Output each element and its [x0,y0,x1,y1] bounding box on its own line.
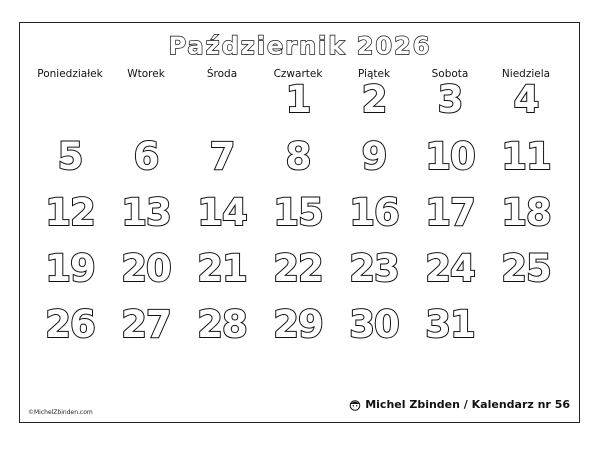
day-cell: 27 [121,303,171,346]
day-cell: 14 [197,191,247,234]
weekday-label: Środa [206,68,238,80]
day-cell: 24 [425,247,475,290]
day-cell: 31 [425,303,475,346]
day-cell: 18 [501,191,551,234]
day-cell: 5 [57,135,83,178]
weekday-label: Czwartek [273,68,323,80]
author-credit [349,398,570,411]
day-cell: 1 [285,78,311,121]
day-cell: 15 [273,191,323,234]
day-cell: 22 [273,247,323,290]
day-cell: 12 [45,191,95,234]
day-cell: 29 [273,303,323,346]
weekday-label: Piątek [357,68,391,80]
weekday-label: Poniedziałek [37,68,103,80]
author-credit-text: Michel Zbinden / Kalendarz nr 56 [365,398,570,411]
day-cell: 11 [501,135,551,178]
website-credit: ©MichelZbinden.com [28,409,93,416]
day-cell: 30 [349,303,399,346]
day-cell: 17 [425,191,475,234]
day-cell: 6 [133,135,159,178]
calendar-title: Październik 2026 [168,32,432,60]
day-cell: 7 [209,135,235,178]
day-cell: 20 [121,247,171,290]
weekday-label: Sobota [431,68,469,80]
day-cell: 9 [361,135,387,178]
day-cell: 28 [197,303,247,346]
day-cell: 4 [513,78,539,121]
day-cell: 8 [285,135,311,178]
weekday-label: Niedziela [501,68,551,80]
face-icon [349,399,361,411]
day-cell: 21 [197,247,247,290]
day-cell: 13 [121,191,171,234]
day-cell: 16 [349,191,399,234]
day-cell: 25 [501,247,551,290]
day-cell: 3 [437,78,463,121]
day-cell: 23 [349,247,399,290]
day-cell: 10 [425,135,475,178]
day-cell: 2 [361,78,387,121]
weekday-label: Wtorek [127,68,165,80]
day-cell: 26 [45,303,95,346]
day-cell: 19 [45,247,95,290]
